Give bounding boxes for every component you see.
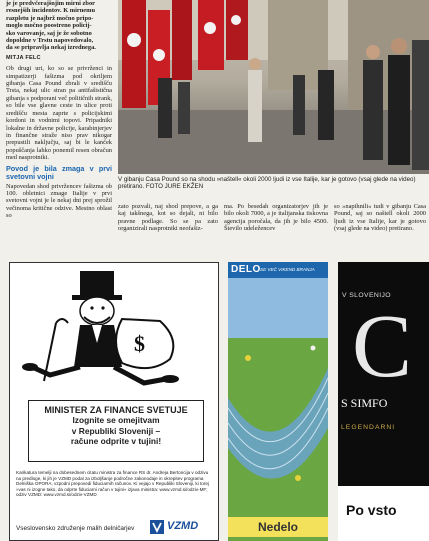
article-lead: [6, 0, 112, 52]
article-photo: [118, 0, 429, 174]
lead-line: resnejših incidentov. K mirnemu: [6, 7, 95, 15]
lead-line: dopoldne v Trstu napovedovalo,: [6, 37, 94, 45]
ad-right-line: LEGENDARNI: [341, 424, 396, 431]
caption-text: V gibanju Casa Pound so na shodu »naštell« okoli 2000 ljudi iz vse Italije, kar je gotovo (vsaj glede na video) pretirano. FOTO JURE EKŽEN: [118, 176, 416, 191]
ad-message-box: [28, 400, 204, 462]
ad-footer-text: Vseslovensko združenje malih delničarjev: [16, 525, 135, 532]
article-column-3: [224, 203, 328, 233]
photo-caption: [118, 176, 424, 190]
ad-line: Izognite se omejitvam: [72, 415, 160, 425]
ad-line: v Republiki Sloveniji –: [71, 425, 161, 436]
article-text: so »napihnili« tudi v gibanju Casa Pound, saj so naštell okoli 2000 ljudi iz vse Italije, kar je gotovo (vsaj glede na video) pretirano.: [334, 203, 426, 233]
article-paragraph: Ob drugi uri, ko so se privrženci in simpatizerji fašizma pod okriljem gibanja Casa Pound zbrali v središču Trsta, nekaj ulic stran pa antifašistična gibanja s podporani več političnih strank, so bile vse glavne ceste in ulice proti središču mesta zaprte s policijskimi kordoni in vodnimi topovi. Pripadniki lokalne in državne policije, karabinjerjev in finančne straže niso prav nikogar prepustili naključju, saj bi le kanček popuščanja lahko ponemil resen obračun med nasprotniki.: [6, 65, 112, 162]
article-subheading: Povod je bila zmaga v prvi svetovni vojni: [6, 163, 112, 181]
hammock-illustration: [228, 278, 328, 541]
article-paragraph: Napovedan shod privržencev fašizma ob 100. obletnici zmage Italije v prvi svetovni vojni je le nekaj dni prej sprožil večinoma kritične odzive. Mestno oblast so: [6, 182, 112, 220]
article-text: zato pozvali, naj shod prepove, a ga kaj takšnega, kot so dejali, ni bilo pravne podlage. So se pa zato organizirali nasprotniki neofašiz-: [118, 203, 218, 233]
lead-line: je je predvčerajšnjim mirni zbor: [6, 0, 95, 7]
delo-tagline: SE VEČ VIKEND BRANJA: [260, 267, 315, 272]
ad-headline: MINISTER ZA FINANCE SVETUJE: [44, 405, 188, 415]
lead-line: da se pripravlja nekaj izrednega.: [6, 44, 96, 52]
article-text: ma. Po besedah organizatorjev jih je bilo okoli 7000, a je italijanska tiskovna agencija poročala, da jih je bilo 4500. Število udeležencev: [224, 203, 328, 233]
delo-header-bar: [228, 262, 328, 278]
monopoly-man-cartoon-icon: [10, 263, 218, 399]
nedelo-banner: Nedelo: [228, 517, 328, 537]
article-column-2: [118, 203, 218, 233]
concert-advertisement[interactable]: [338, 262, 429, 541]
ad-right-bottom-text: Po vsto: [346, 502, 397, 518]
delo-advertisement[interactable]: [228, 262, 328, 541]
ad-line: račune odprite v tujini!: [70, 436, 162, 446]
vzmd-advertisement[interactable]: [9, 262, 219, 541]
ad-right-big-letter: C: [352, 297, 413, 396]
lead-line: moglo močno poostreno policij-: [6, 22, 92, 30]
delo-logo: DELO: [231, 264, 261, 275]
rally-photo-illustration: [118, 0, 429, 174]
ad-fine-print: Karikatura temelji na dobesednem citatu ministra za finance RS dr. Andreja Bertoncija v odzivu na predloge, ki jih je VZMD podal za izboljšanje področne zakonodaje in okrepitev programa Delniška OPORA, vzpodni prepovedi fiduciarnih računov. Ki vejajo v Republiki Sloveniji, ki torej »vas ni izogne tako, da odprte fiduciarni račun v tujini« izjava ministra: www.vzmd.si/odziv-MF; odziv VZMD: www.vzmd.si/odziv-VZMD: [16, 470, 209, 498]
lead-line: razpletu je najbrž močno pripo-: [6, 14, 94, 22]
article-column-4: [334, 203, 426, 233]
vzmd-logo-text: VZMD: [167, 520, 199, 532]
lead-line: sko varovanje, saj je že sobotno: [6, 29, 92, 37]
vzmd-logo[interactable]: [150, 519, 216, 535]
author-byline: MITJA FELC: [6, 54, 41, 61]
ad-right-line: S SIMFO: [341, 396, 388, 410]
ad-right-bottom-panel: [338, 486, 429, 541]
svg-text:$: $: [134, 331, 145, 356]
ad-right-line: V SLOVENIJO: [342, 292, 391, 299]
article-left-column: [6, 0, 112, 222]
